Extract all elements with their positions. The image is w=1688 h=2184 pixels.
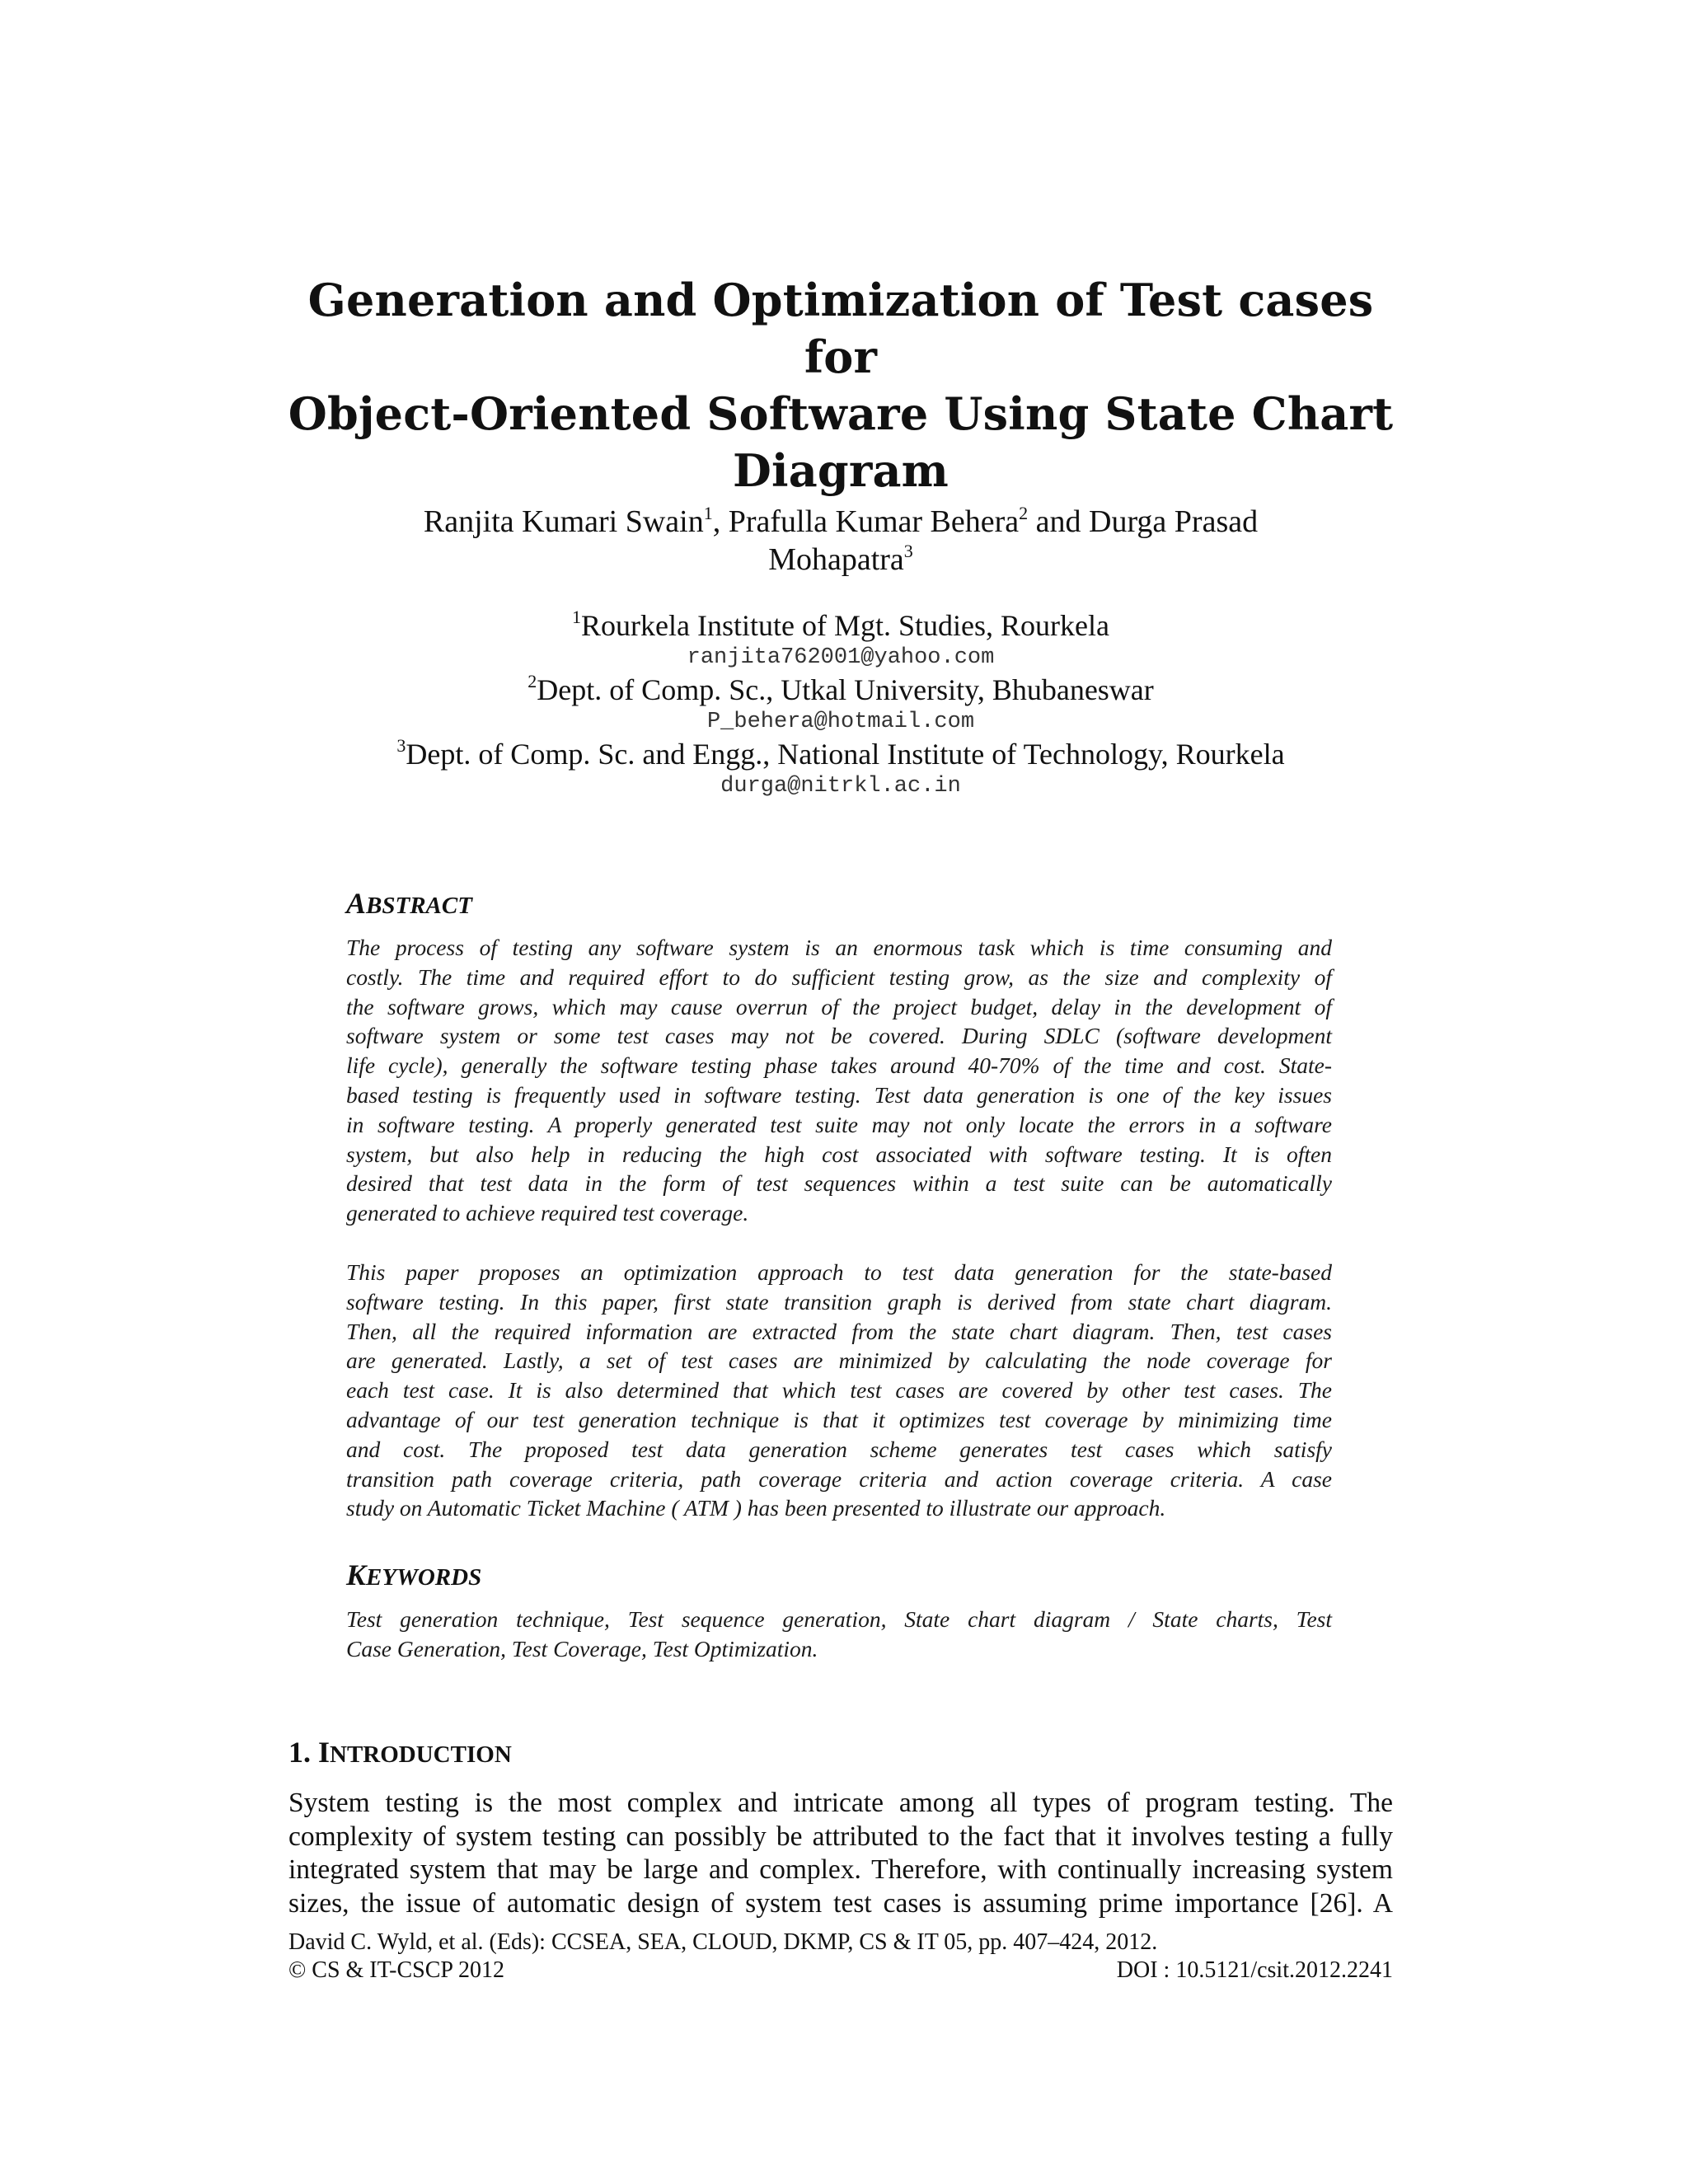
footer-line bbox=[288, 1957, 1393, 1985]
text-line: sizes, the issue of automatic design of system test cases is assuming prime importance [26]. A bbox=[288, 1887, 1393, 1919]
abstract-heading: ABSTRACT bbox=[346, 887, 472, 920]
paper-title bbox=[280, 272, 1401, 499]
footer-copyright: © CS & IT-CSCP 2012 bbox=[288, 1957, 504, 1983]
affiliation bbox=[247, 673, 1434, 707]
text-line: life cycle), generally the software testing phase takes around 40-70% of the time and cost. State- bbox=[346, 1052, 1332, 1079]
affiliation-name: Dept. of Comp. Sc., Utkal University, Bhubaneswar bbox=[537, 673, 1154, 706]
affiliation-name: Rourkela Institute of Mgt. Studies, Rourkela bbox=[581, 609, 1109, 642]
affiliation bbox=[247, 608, 1434, 643]
affiliation-sup: 1 bbox=[572, 607, 582, 627]
page-footer bbox=[288, 1929, 1393, 1985]
text-line: study on Automatic Ticket Machine ( ATM ) has been presented to illustrate our approach. bbox=[346, 1495, 1166, 1521]
text-line: software testing. In this paper, first state transition graph is derived from state chart diagram. bbox=[346, 1288, 1332, 1315]
text-line: advantage of our test generation technique is that it optimizes test coverage by minimizing time bbox=[346, 1406, 1332, 1432]
text-line: system, but also help in reducing the high cost associated with software testing. It is often bbox=[346, 1141, 1332, 1167]
text-line: are generated. Lastly, a set of test cases are minimized by calculating the node coverage for bbox=[346, 1347, 1332, 1374]
author-list bbox=[313, 503, 1368, 579]
text-line: Then, all the required information are extracted from the state chart diagram. Then, test cases bbox=[346, 1318, 1332, 1344]
author-line bbox=[313, 503, 1368, 541]
affiliation-sup: 3 bbox=[396, 735, 406, 756]
affiliation-email: ranjita762001@yahoo.com bbox=[687, 645, 995, 670]
text-line: integrated system that may be large and complex. Therefore, with continually increasing system bbox=[288, 1854, 1393, 1885]
keywords-list bbox=[346, 1605, 1332, 1664]
text-line: desired that test data in the form of test sequences within a test suite can be automatically bbox=[346, 1170, 1332, 1197]
affiliation-sup: 2 bbox=[528, 671, 537, 691]
footer-doi: DOI : 10.5121/csit.2012.2241 bbox=[1116, 1957, 1393, 1983]
author-line bbox=[313, 541, 1368, 579]
author-separator: and Durga Prasad bbox=[1028, 504, 1259, 539]
abstract-paragraph-2 bbox=[346, 1258, 1332, 1523]
title-line: Object-Oriented Software Using State Chart bbox=[288, 387, 1394, 440]
affiliation-email: durga@nitrkl.ac.in bbox=[720, 774, 961, 799]
introduction-paragraph bbox=[288, 1787, 1393, 1920]
author-name: Prafulla Kumar Behera bbox=[728, 504, 1020, 539]
text-line: and cost. The proposed test data generation scheme generates test cases which satisfy bbox=[346, 1436, 1332, 1462]
text-line: System testing is the most complex and intricate among all types of program testing. The bbox=[288, 1788, 1393, 1818]
text-line: in software testing. A properly generated test suite may not only locate the errors in a software bbox=[346, 1111, 1332, 1137]
text-line: based testing is frequently used in software testing. Test data generation is one of the key issues bbox=[346, 1081, 1332, 1108]
text-line: The process of testing any software system is an enormous task which is time consuming and bbox=[346, 935, 1332, 960]
author-separator: , bbox=[712, 504, 729, 539]
affiliation-email: P_behera@hotmail.com bbox=[706, 710, 975, 734]
keywords-heading: KEYWORDS bbox=[346, 1558, 482, 1591]
text-line: Test generation technique, Test sequence generation, State chart diagram / State charts, Test bbox=[346, 1606, 1332, 1632]
title-line: Diagram bbox=[732, 444, 950, 497]
text-line: complexity of system testing can possibly be attributed to the fact that it involves testing a fully bbox=[288, 1821, 1393, 1852]
text-line: generated to achieve required test coverage. bbox=[346, 1200, 749, 1226]
title-line: Generation and Optimization of Test cases for bbox=[307, 274, 1374, 383]
footer-citation: David C. Wyld, et al. (Eds): CCSEA, SEA, CLOUD, DKMP, CS & IT 05, pp. 407–424, 2012. bbox=[288, 1929, 1158, 1955]
affiliation bbox=[247, 737, 1434, 771]
author-sup: 3 bbox=[903, 541, 913, 561]
affiliation-name: Dept. of Comp. Sc. and Engg., National Institute of Technology, Rourkela bbox=[406, 738, 1285, 771]
text-line: transition path coverage criteria, path coverage criteria and action coverage criteria. A case bbox=[346, 1465, 1332, 1492]
text-line: costly. The time and required effort to do sufficient testing grow, as the size and complexity of bbox=[346, 963, 1332, 990]
author-sup: 2 bbox=[1019, 503, 1029, 523]
author-name: Ranjita Kumari Swain bbox=[423, 504, 704, 539]
author-sup: 1 bbox=[703, 503, 713, 523]
text-line: the software grows, which may cause overrun of the project budget, delay in the development of bbox=[346, 993, 1332, 1019]
text-line: Case Generation, Test Coverage, Test Optimization. bbox=[346, 1635, 818, 1661]
text-line: software system or some test cases may not be covered. During SDLC (software development bbox=[346, 1023, 1332, 1049]
introduction-heading: 1. INTRODUCTION bbox=[288, 1736, 512, 1769]
text-line: each test case. It is also determined that which test cases are covered by other test cases. The bbox=[346, 1377, 1332, 1404]
abstract-paragraph-1 bbox=[346, 933, 1332, 1228]
affiliations bbox=[247, 608, 1434, 801]
text-line: This paper proposes an optimization approach to test data generation for the state-based bbox=[346, 1259, 1332, 1285]
author-name: Mohapatra bbox=[768, 542, 904, 577]
